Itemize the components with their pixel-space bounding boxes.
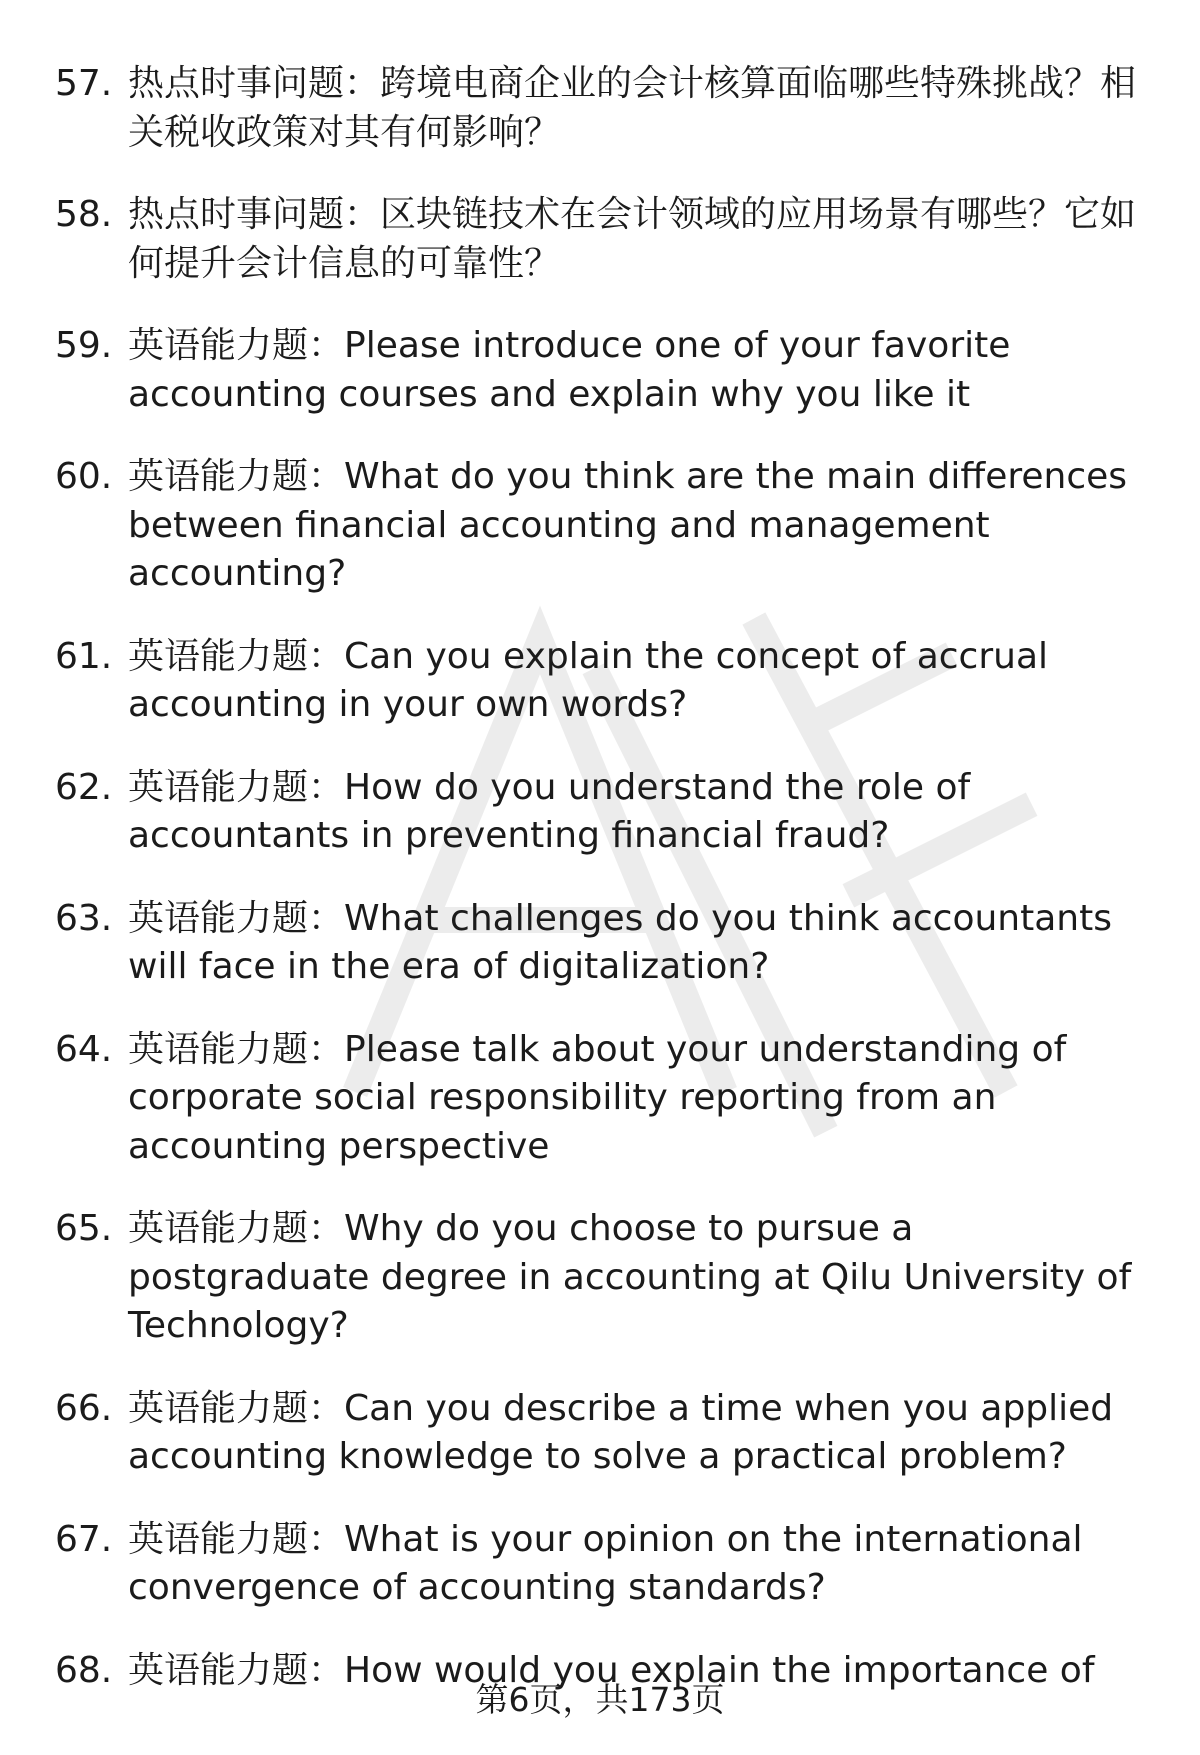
question-text: 英语能力题：What do you think are the main differences between financial accounting and management accounting? <box>128 456 1128 594</box>
question-number: 58. <box>55 194 113 235</box>
question-number: 64. <box>55 1028 113 1070</box>
question-number: 59. <box>55 325 113 366</box>
question-text: 英语能力题：What is your opinion on the international convergence of accounting standards? <box>128 1518 1083 1608</box>
question-number: 67. <box>55 1518 113 1560</box>
question-number: 63. <box>55 897 113 939</box>
question-item-61 <box>55 633 1150 730</box>
question-item-66 <box>55 1385 1150 1482</box>
question-number: 68. <box>55 1649 113 1691</box>
question-text: 热点时事问题：跨境电商企业的会计核算面临哪些特殊挑战？相关税收政策对其有何影响？ <box>128 63 1137 153</box>
question-item-59 <box>55 322 1150 419</box>
question-text: 英语能力题：Please introduce one of your favorite accounting courses and explain why you like it <box>128 325 1011 415</box>
question-number: 62. <box>55 766 113 808</box>
question-text: 英语能力题：How would you explain the importance of <box>128 1649 1095 1691</box>
question-number: 66. <box>55 1387 113 1429</box>
question-item-64 <box>55 1026 1150 1172</box>
question-item-58 <box>55 191 1150 288</box>
question-text: 英语能力题：Why do you choose to pursue a postgraduate degree in accounting at Qilu University of Technology? <box>128 1208 1132 1346</box>
question-number: 65. <box>55 1208 113 1249</box>
question-item-60 <box>55 453 1150 599</box>
question-text: 英语能力题：What challenges do you think accountants will face in the era of digitalization? <box>128 897 1112 987</box>
question-list <box>55 60 1150 1729</box>
question-text: 英语能力题：Please talk about your understanding of corporate social responsibility reporting from an accounting perspective <box>128 1028 1067 1167</box>
question-item-63 <box>55 895 1150 992</box>
question-item-67 <box>55 1516 1150 1613</box>
question-text: 英语能力题：How do you understand the role of accountants in preventing financial fraud? <box>128 766 971 856</box>
question-text: 英语能力题：Can you describe a time when you applied accounting knowledge to solve a practical problem? <box>128 1387 1114 1477</box>
question-number: 57. <box>55 63 113 104</box>
question-text: 热点时事问题：区块链技术在会计领域的应用场景有哪些？它如何提升会计信息的可靠性？ <box>128 194 1137 284</box>
question-number: 61. <box>55 635 113 677</box>
question-item-62 <box>55 764 1150 861</box>
page-footer: 第6页，共173页 <box>475 1680 725 1719</box>
question-number: 60. <box>55 456 113 497</box>
question-item-57 <box>55 60 1150 157</box>
question-item-65 <box>55 1205 1150 1351</box>
question-text: 英语能力题：Can you explain the concept of accrual accounting in your own words? <box>128 635 1049 725</box>
